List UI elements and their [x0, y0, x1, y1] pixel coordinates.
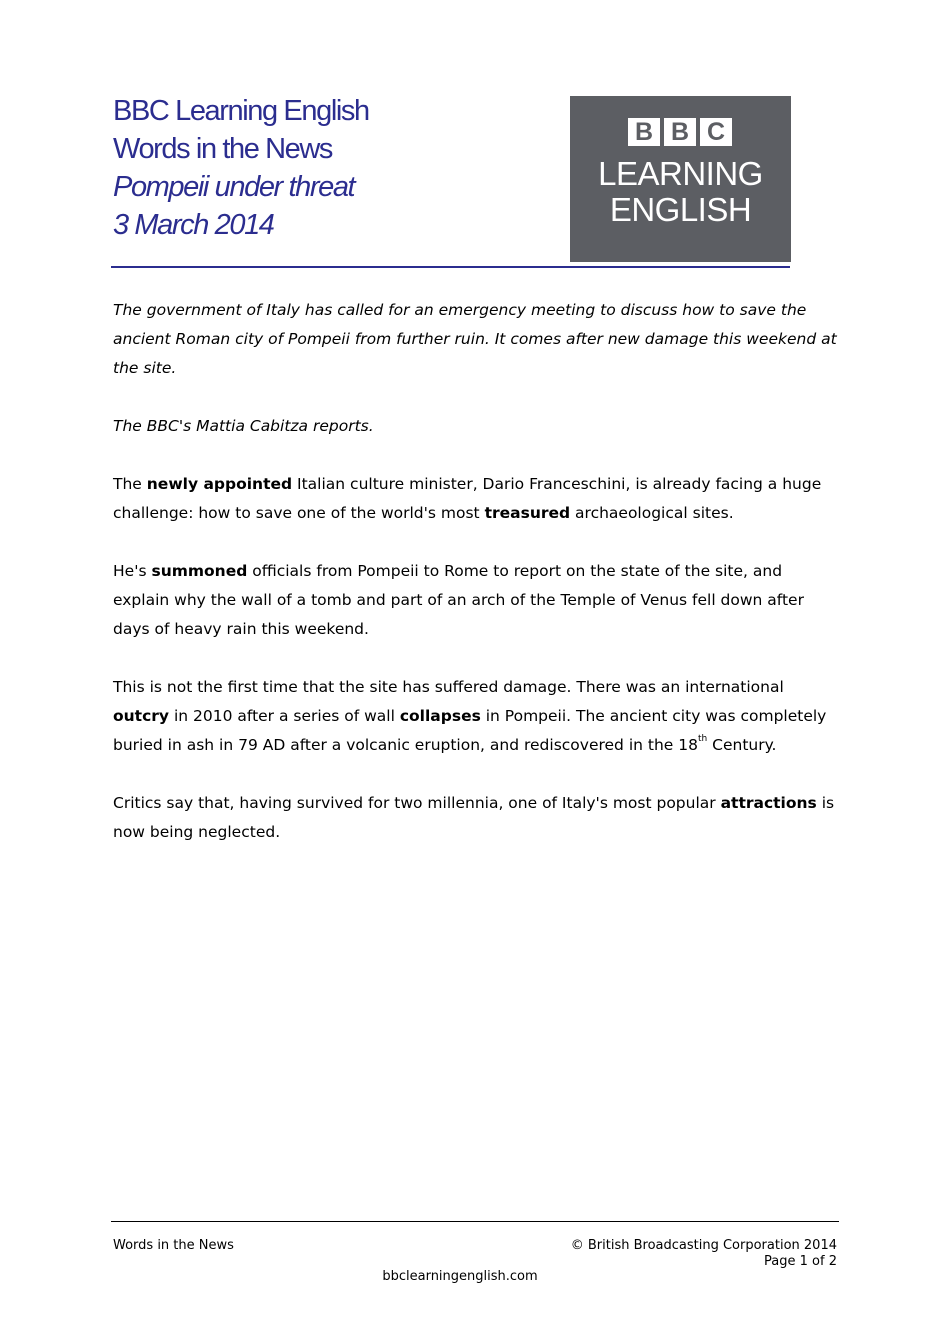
footer-page-number: Page 1 of 2: [764, 1254, 837, 1269]
text-span: He's: [113, 562, 152, 580]
text-span: Critics say that, having survived for two millennia, one of Italy's most popular: [113, 794, 721, 812]
footer-website: bbclearningenglish.com: [382, 1269, 538, 1284]
header-brand-line: BBC Learning English: [113, 95, 369, 127]
text-span: officials from Pompeii to Rome to report on the state of the site, and explain why the wall of a tomb and part of an arch of the Temple of Venus fell down after days of heavy rain this weekend.: [113, 562, 804, 638]
text-span: Century.: [707, 736, 777, 754]
text-span: archaeological sites.: [570, 504, 734, 522]
article-body: [113, 296, 843, 876]
vocab-summoned: summoned: [151, 562, 248, 580]
body-paragraph-4: [113, 789, 843, 847]
text-span: in 2010 after a series of wall: [169, 707, 400, 725]
text-span: Italian culture minister, Dario Franceschini, is already facing a huge challenge: how to save one of the world's most: [113, 475, 822, 522]
article-date: 3 March 2014: [113, 209, 274, 241]
footer-divider: [111, 1221, 839, 1222]
document-header: [113, 92, 553, 244]
ordinal-superscript: th: [697, 734, 708, 744]
footer-series-name: Words in the News: [113, 1238, 234, 1253]
article-title: Pompeii under threat: [113, 171, 355, 203]
text-span: in Pompeii. The ancient city was completely buried in ash in 79 AD after a volcanic eruption, and rediscovered in the 18: [113, 707, 827, 754]
text-span: is now being neglected.: [113, 794, 835, 841]
body-paragraph-1: [113, 470, 843, 528]
header-series-line: Words in the News: [113, 133, 333, 165]
logo-learning-text: LEARNING: [598, 155, 763, 192]
footer-copyright: © British Broadcasting Corporation 2014: [570, 1238, 837, 1253]
bbc-blocks: [628, 118, 732, 146]
vocab-outcry: outcry: [113, 707, 170, 725]
logo-block-c: C: [700, 118, 732, 146]
bbc-learning-english-logo: [570, 96, 791, 262]
intro-paragraph: The government of Italy has called for an emergency meeting to discuss how to save the ancient Roman city of Pompeii from further ruin. It comes after new damage this weekend at the site.: [113, 301, 837, 377]
logo-block-b1: B: [628, 118, 660, 146]
vocab-collapses: collapses: [399, 707, 481, 725]
footer-right-block: [571, 1238, 837, 1270]
vocab-attractions: attractions: [720, 794, 817, 812]
header-divider: [111, 266, 790, 268]
body-paragraph-2: [113, 557, 843, 644]
reporter-line: The BBC's Mattia Cabitza reports.: [113, 417, 374, 435]
vocab-newly-appointed: newly appointed: [146, 475, 293, 493]
logo-block-b2: B: [664, 118, 696, 146]
logo-english-text: ENGLISH: [609, 191, 752, 228]
vocab-treasured: treasured: [484, 504, 571, 522]
body-paragraph-3: [113, 673, 843, 760]
text-span: This is not the first time that the site has suffered damage. There was an international: [113, 678, 784, 696]
text-span: The: [113, 475, 147, 493]
